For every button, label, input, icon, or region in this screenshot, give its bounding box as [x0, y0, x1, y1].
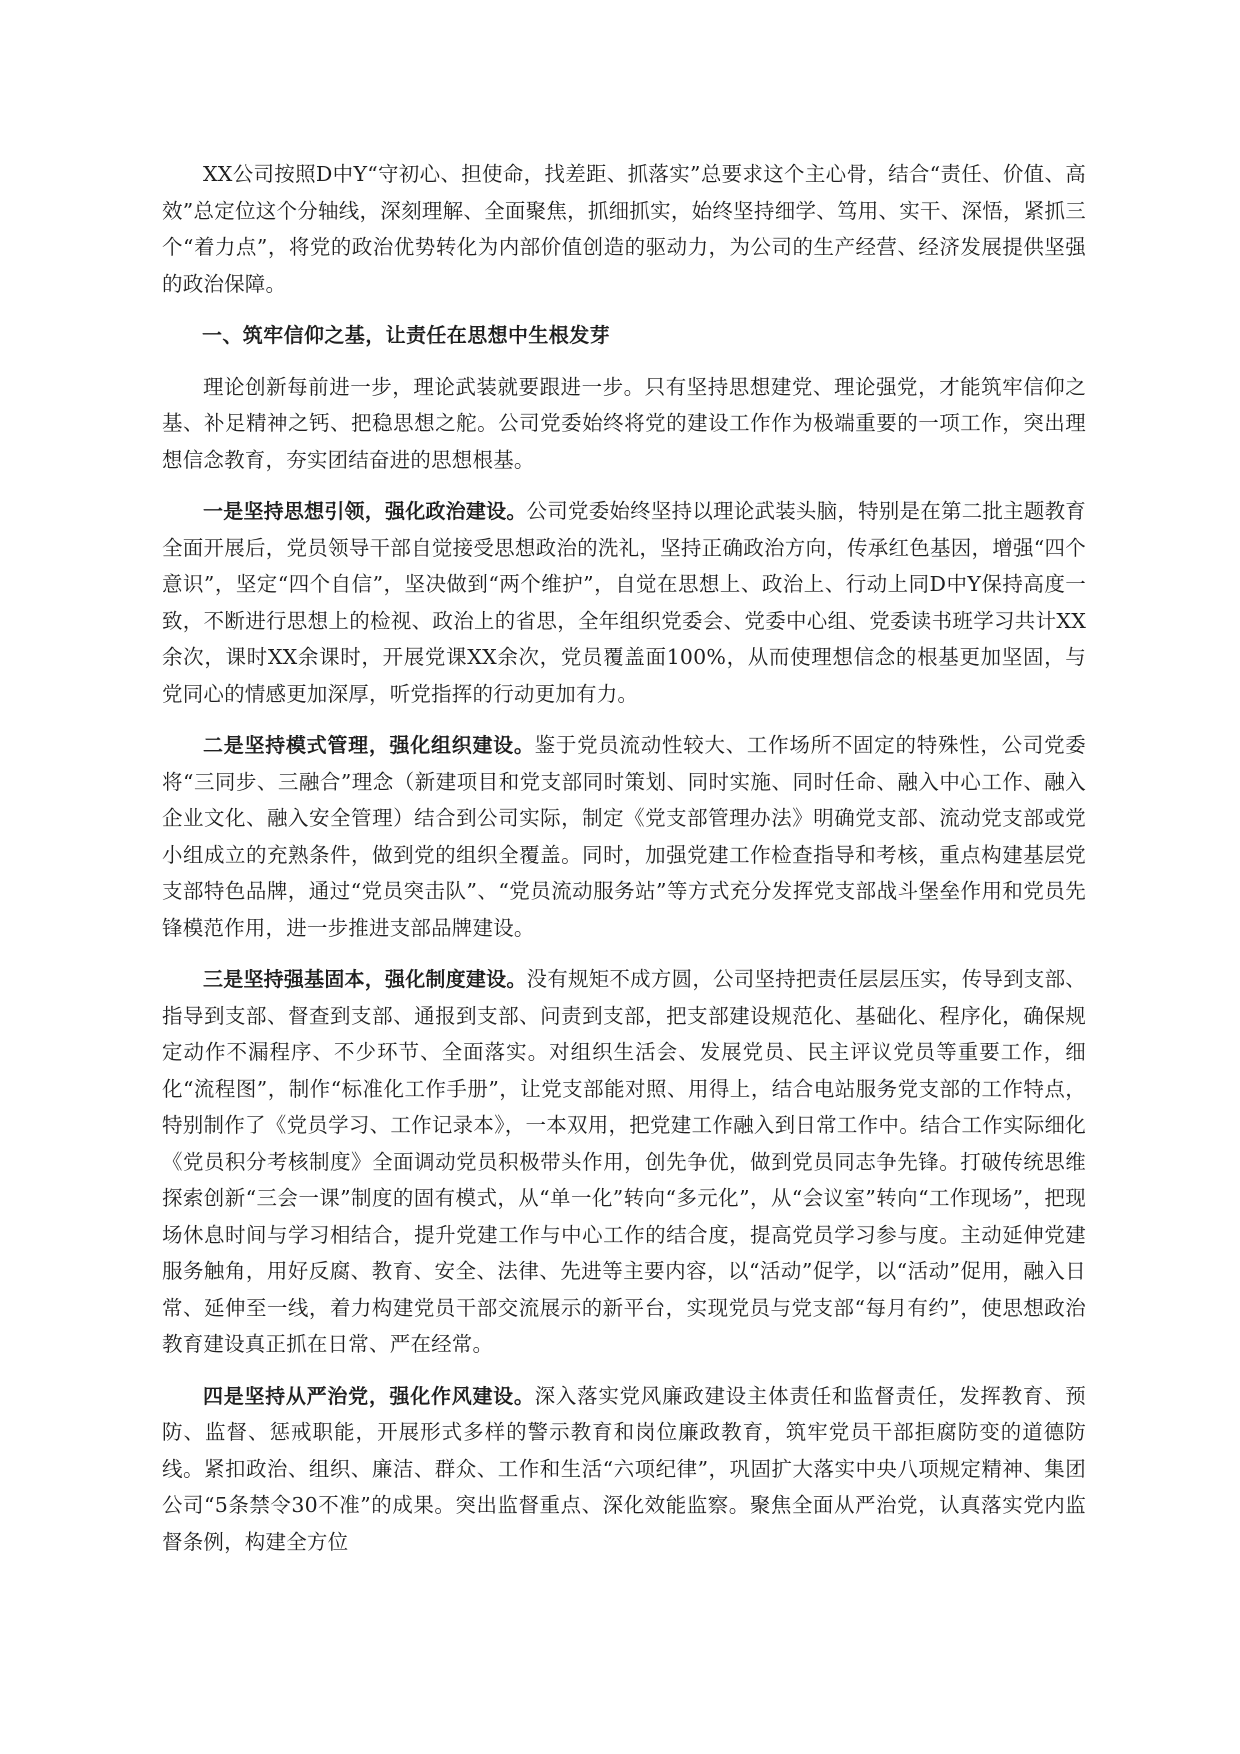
- point-three-lead: 三是坚持强基固本，强化制度建设。: [203, 967, 527, 991]
- point-three-paragraph: [162, 961, 1086, 1363]
- point-four-lead: 四是坚持从严治党，强化作风建设。: [203, 1383, 535, 1408]
- document-page: [162, 156, 1086, 1575]
- point-one-paragraph: [162, 493, 1086, 712]
- point-one-body: 公司党委始终坚持以理论武装头脑，特别是在第二批主题教育全面开展后，党员领导干部自觉接受思想政治的洗礼，坚持正确政治方向，传承红色基因，增强“四个意识”，坚定“四个自信”，坚决做到“两个维护”，自觉在思想上、政治上、行动上同D中Y保持高度一致，不断进行思想上的检视、政治上的省思，全年组织党委会、党委中心组、党委读书班学习共计XX余次，课时XX余课时，开展党课XX余次，党员覆盖面100%，从而使理想信念的根基更加坚固，与党同心的情感更加深厚，听党指挥的行动更加有力。: [162, 499, 1086, 706]
- intro-paragraph: XX公司按照D中Y“守初心、担使命，找差距、抓落实”总要求这个主心骨，结合“责任、价值、高效”总定位这个分轴线，深刻理解、全面聚焦，抓细抓实，始终坚持细学、笃用、实干、深悟，紧抓三个“着力点”，将党的政治优势转化为内部价值创造的驱动力，为公司的生产经营、经济发展提供坚强的政治保障。: [162, 162, 1086, 296]
- point-two-lead: 二是坚持模式管理，强化组织建设。: [203, 733, 535, 757]
- point-four-paragraph: [162, 1378, 1086, 1561]
- point-two-paragraph: [162, 727, 1086, 946]
- section-intro-paragraph: 理论创新每前进一步，理论武装就要跟进一步。只有坚持思想建党、理论强党，才能筑牢信仰之基、补足精神之钙、把稳思想之舵。公司党委始终将党的建设工作作为极端重要的一项工作，突出理想信念教育，夯实团结奋进的思想根基。: [162, 374, 1086, 472]
- point-one-lead: 一是坚持思想引领，强化政治建设。: [203, 499, 527, 523]
- point-three-body: 没有规矩不成方圆，公司坚持把责任层层压实，传导到支部、指导到支部、督查到支部、通报到支部、问责到支部，把支部建设规范化、基础化、程序化，确保规定动作不漏程序、不少环节、全面落实。对组织生活会、发展党员、民主评议党员等重要工作，细化“流程图”，制作“标准化工作手册”，让党支部能对照、用得上，结合电站服务党支部的工作特点，特别制作了《党员学习、工作记录本》，一本双用，把党建工作融入到日常工作中。结合工作实际细化《党员积分考核制度》全面调动党员积极带头作用，创先争优，做到党员同志争先锋。打破传统思维探索创新“三会一课”制度的固有模式，从“单一化”转向“多元化”，从“会议室”转向“工作现场”，把现场休息时间与学习相结合，提升党建工作与中心工作的结合度，提高党员学习参与度。主动延伸党建服务触角，用好反腐、教育、安全、法律、先进等主要内容，以“活动”促学，以“活动”促用，融入日常、延伸至一线，着力构建党员干部交流展示的新平台，实现党员与党支部“每月有约”，使思想政治教育建设真正抓在日常、严在经常。: [162, 967, 1086, 1356]
- point-two-body: 鉴于党员流动性较大、工作场所不固定的特殊性，公司党委将“三同步、三融合”理念（新建项目和党支部同时策划、同时实施、同时任命、融入中心工作、融入企业文化、融入安全管理）结合到公司实际，制定《党支部管理办法》明确党支部、流动党支部或党小组成立的充熟条件，做到党的组织全覆盖。同时，加强党建工作检查指导和考核，重点构建基层党支部特色品牌，通过“党员突击队”、“党员流动服务站”等方式充分发挥党支部战斗堡垒作用和党员先锋模范作用，进一步推进支部品牌建设。: [162, 733, 1087, 940]
- section-heading: 一、筑牢信仰之基，让责任在思想中生根发芽: [202, 323, 610, 347]
- point-four-body: 深入落实党风廉政建设主体责任和监督责任，发挥教育、预防、监督、惩戒职能，开展形式多样的警示教育和岗位廉政教育，筑牢党员干部拒腐防变的道德防线。紧扣政治、组织、廉洁、群众、工作和生活“六项纪律”，巩固扩大落实中央八项规定精神、集团公司“5条禁令30不准”的成果。突出监督重点、深化效能监察。聚焦全面从严治党，认真落实党内监督条例，构建全方位: [162, 1383, 1087, 1554]
